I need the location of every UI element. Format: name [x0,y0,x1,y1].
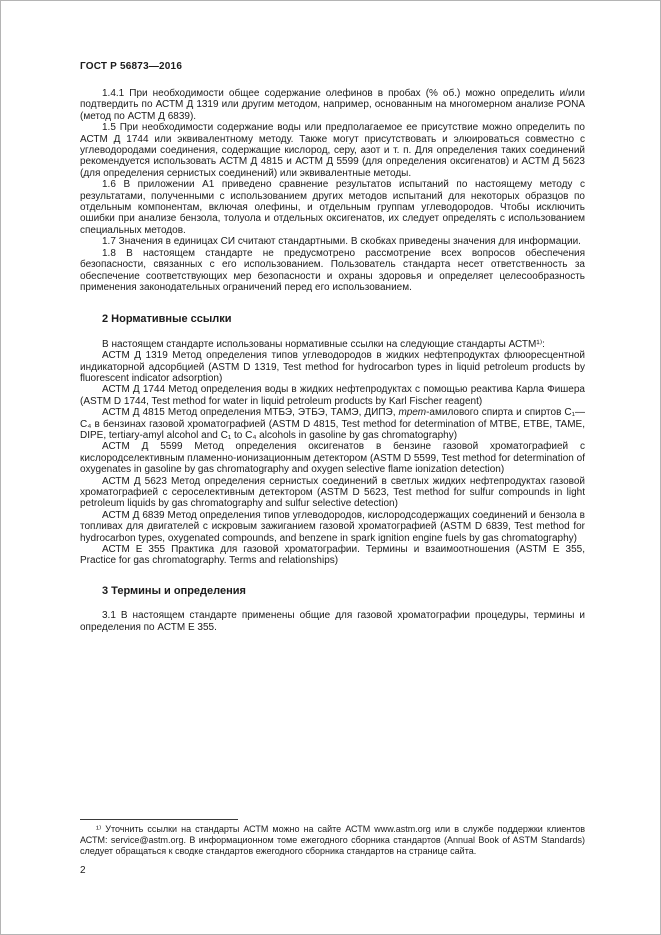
reference-astm-d5623: АСТМ Д 5623 Метод определения сернистых соединений в светлых жидких нефтепродуктах газовой хроматографией с сероселективным детектором (ASTM D 5623, Test method for sulfur compounds in light petroleum liquids by gas chromatography and sulfur selective detection) [80,475,585,510]
reference-astm-d1744: АСТМ Д 1744 Метод определения воды в жидких нефтепродуктах с помощью реактива Карла Фишера (ASTM D 1744, Test method for water in liquid petroleum products by Karl Fischer reagent) [80,384,585,407]
reference-text-italic: трет [398,407,427,419]
reference-text-part: АСТМ Д 4815 Метод определения МТБЭ, ЭТБЭ, ТАМЭ, ДИПЭ, [102,407,399,419]
running-header: ГОСТ Р 56873—2016 [80,61,183,72]
paragraph-1-4-1: 1.4.1 При необходимости общее содержание олефинов в пробах (% об.) можно определить и/или подтвердить по АСТМ Д 1319 или другим методом, например, основанным на многомерном анализе PONA (метод по АСТМ Д 6839). [80,88,585,122]
footnote-rule [80,819,238,820]
page-content [80,88,585,633]
paragraph-1-8: 1.8 В настоящем стандарте не предусмотрено рассмотрение всех вопросов обеспечения безопасности, связанных с его использованием. Пользователь стандарта несет ответственность за обеспечение соответствующих мер безопасности и охраны здоровья и определяет целесообразность применения законодательных ограничений перед его использованием. [80,247,585,293]
paragraph-1-7: 1.7 Значения в единицах СИ считают стандартными. В скобках приведены значения для информации. [102,236,581,248]
reference-astm-d6839: АСТМ Д 6839 Метод определения типов углеводородов, кислородсодержащих соединений и бензола в топливах для двигателей с искровым зажиганием газовой хроматографией (ASTM D 6839, Test method for hydrocarbon types, oxygenated compounds, and benzene in spark ignition engine fuels by gas chromatography) [80,509,585,544]
reference-text-part: -амилового спирта и спиртов C₁—C₄ в бензинах газовой хроматографией (ASTM D 4815, Test method for determination of MTBE, ETBE, TAME, DIPE, tertiary-amyl alcohol and C₁ to C₄ alcohols in gasoline by gas chromatography) [80,407,586,441]
reference-astm-d1319: АСТМ Д 1319 Метод определения типов углеводородов в жидких нефтепродуктах флюоресцентной индикаторной адсорбцией (ASTM D 1319, Test method for hydrocarbon types in liquid petroleum products by fluorescent indicator adsorption) [80,350,585,384]
page-number: 2 [80,865,86,876]
paragraph-1-5: 1.5 При необходимости содержание воды или предполагаемое ее присутствие можно определить по АСТМ Д 1744 или эквивалентному методу. Также могут присутствовать и элюироваться совместно с углеводородами соединения, содержащие кислород, серу, азот и т. п. Для определения таких соединений рекомендуется использовать АСТМ Д 4815 и АСТМ Д 5599 (для определения оксигенатов) и АСТМ Д 5623 (для определения сернистых соединений) или эквивалентные методы. [80,122,585,179]
paragraph-refs-intro: В настоящем стандарте использованы нормативные ссылки на следующие стандарты АСТМ¹⁾: [102,338,545,350]
reference-astm-d5599: АСТМ Д 5599 Метод определения оксигенатов в бензине газовой хроматографией с кислородселективным пламенно-ионизационным детектором (ASTM D 5599, Test method for determination of oxygenates in gasoline by gas chromatography and oxygen selective flame ionization detection) [80,441,585,476]
section-heading-normative-references: 2 Нормативные ссылки [102,313,232,326]
paragraph-3-1: 3.1 В настоящем стандарте применены общие для газовой хроматографии процедуры, термины и определения по АСТМ Е 355. [80,610,585,633]
reference-astm-e355: АСТМ Е 355 Практика для газовой хроматографии. Термины и взаимоотношения (ASTM E 355, Practice for gas chromatography. Terms and relationships) [80,544,585,567]
footnote [80,819,585,857]
footnote-text: ¹⁾ Уточнить ссылки на стандарты АСТМ можно на сайте АСТМ www.astm.org или в службе поддержки клиентов АСТМ: service@astm.org. В информационном томе ежегодного сборника стандартов (Annual Book of ASTM Standards) следует обращаться к сводке стандартов ежегодного сборника стандартов на странице сайта. [80,824,585,856]
section-heading-terms-definitions: 3 Термины и определения [102,584,246,597]
reference-astm-d4815 [80,407,585,441]
paragraph-1-6: 1.6 В приложении А1 приведено сравнение результатов испытаний по настоящему методу с результатами, полученными с использованием других методов испытаний для некоторых образцов по отдельным компонентам, включая олефины, и отдельным группам углеводородов. Чтобы исключить ошибки при анализе бензола, толуола и отдельных оксигенатов, их следует определять с использованием специальных методов. [80,179,585,236]
